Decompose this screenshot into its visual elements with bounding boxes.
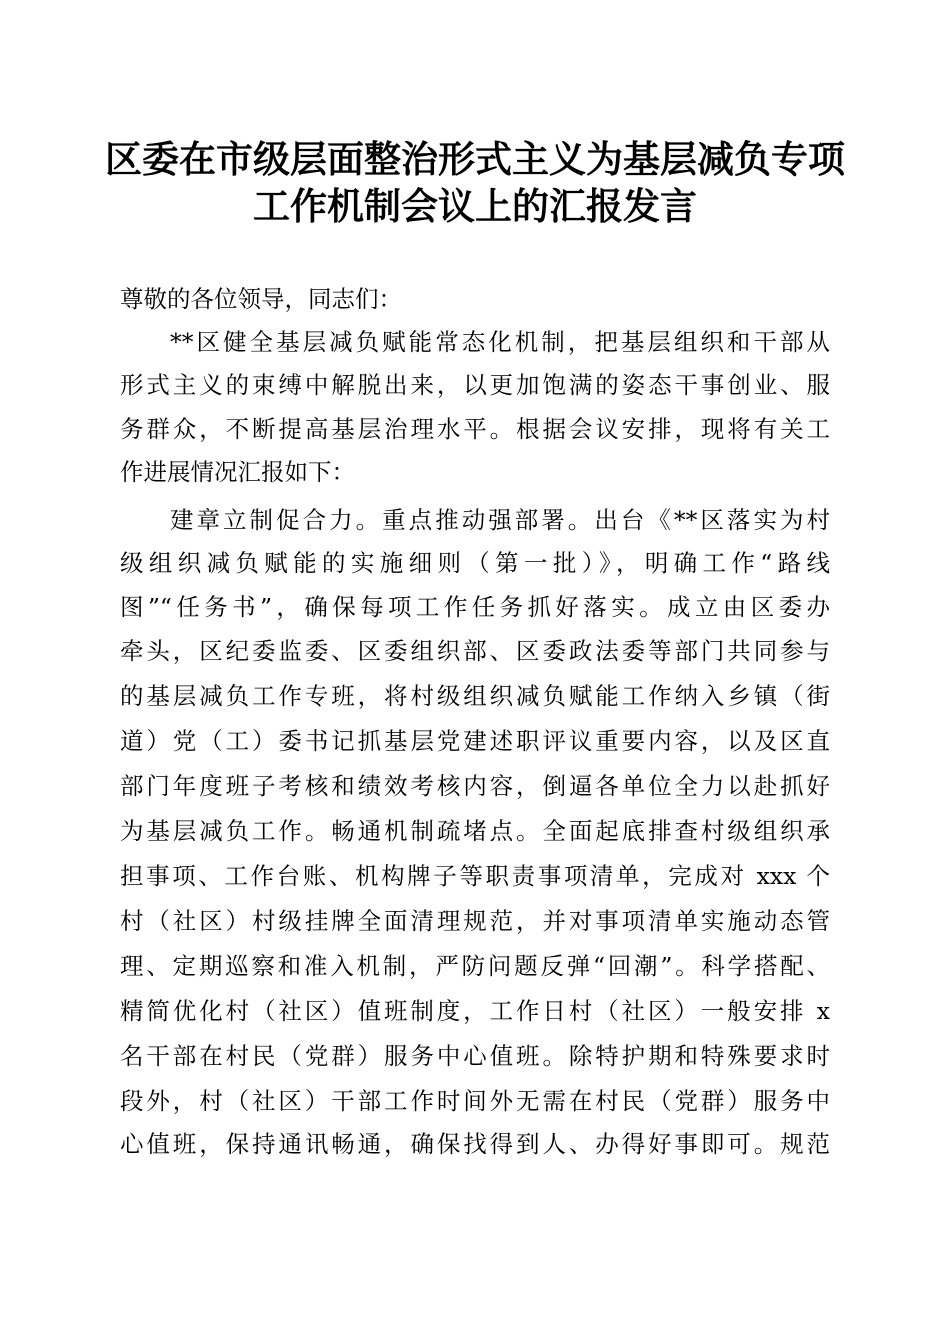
body-line: 精简优化村（社区）值班制度，工作日村（社区）一般安排 x (120, 997, 830, 1025)
body-line: **区健全基层减负赋能常态化机制，把基层组织和干部从 (170, 328, 830, 356)
body-line: 图”“任务书”，确保每项工作任务抓好落实。成立由区委办 (120, 593, 830, 621)
body-line: 形式主义的束缚中解脱出来，以更加饱满的姿态干事创业、服 (120, 371, 830, 399)
body-line: 牵头，区纪委监委、区委组织部、区委政法委等部门共同参与 (120, 637, 830, 665)
salutation: 尊敬的各位领导，同志们： (120, 285, 402, 313)
body-line: 名干部在村民（党群）服务中心值班。除特护期和特殊要求时 (120, 1042, 830, 1070)
body-line: 为基层减负工作。畅通机制疏堵点。全面起底排查村级组织承 (120, 817, 830, 845)
body-line: 部门年度班子考核和绩效考核内容，倒逼各单位全力以赴抓好 (120, 772, 830, 800)
document-title-line-2: 工作机制会议上的汇报发言 (253, 184, 697, 228)
body-line: 担事项、工作台账、机构牌子等职责事项清单，完成对 xxx 个 (120, 862, 830, 890)
body-line: 建章立制促合力。重点推动强部署。出台《**区落实为村 (170, 506, 830, 534)
body-line: 道）党（工）委书记抓基层党建述职评议重要内容，以及区直 (120, 727, 830, 755)
body-line: 段外，村（社区）干部工作时间外无需在村民（党群）服务中 (120, 1087, 830, 1115)
body-line: 级组织减负赋能的实施细则（第一批）》，明确工作“路线 (120, 549, 830, 577)
body-line: 务群众，不断提高基层治理水平。根据会议安排，现将有关工 (120, 415, 830, 443)
body-line: 村（社区）村级挂牌全面清理规范，并对事项清单实施动态管 (120, 907, 830, 935)
body-line: 理、定期巡察和准入机制，严防问题反弹“回潮”。科学搭配、 (120, 952, 830, 980)
document-title-line-1: 区委在市级层面整治形式主义为基层减负专项 (105, 137, 845, 181)
body-line: 心值班，保持通讯畅通，确保找得到人、办得好事即可。规范 (120, 1130, 830, 1158)
body-line: 作进展情况汇报如下： (120, 458, 355, 486)
body-line: 的基层减负工作专班，将村级组织减负赋能工作纳入乡镇（街 (120, 682, 830, 710)
